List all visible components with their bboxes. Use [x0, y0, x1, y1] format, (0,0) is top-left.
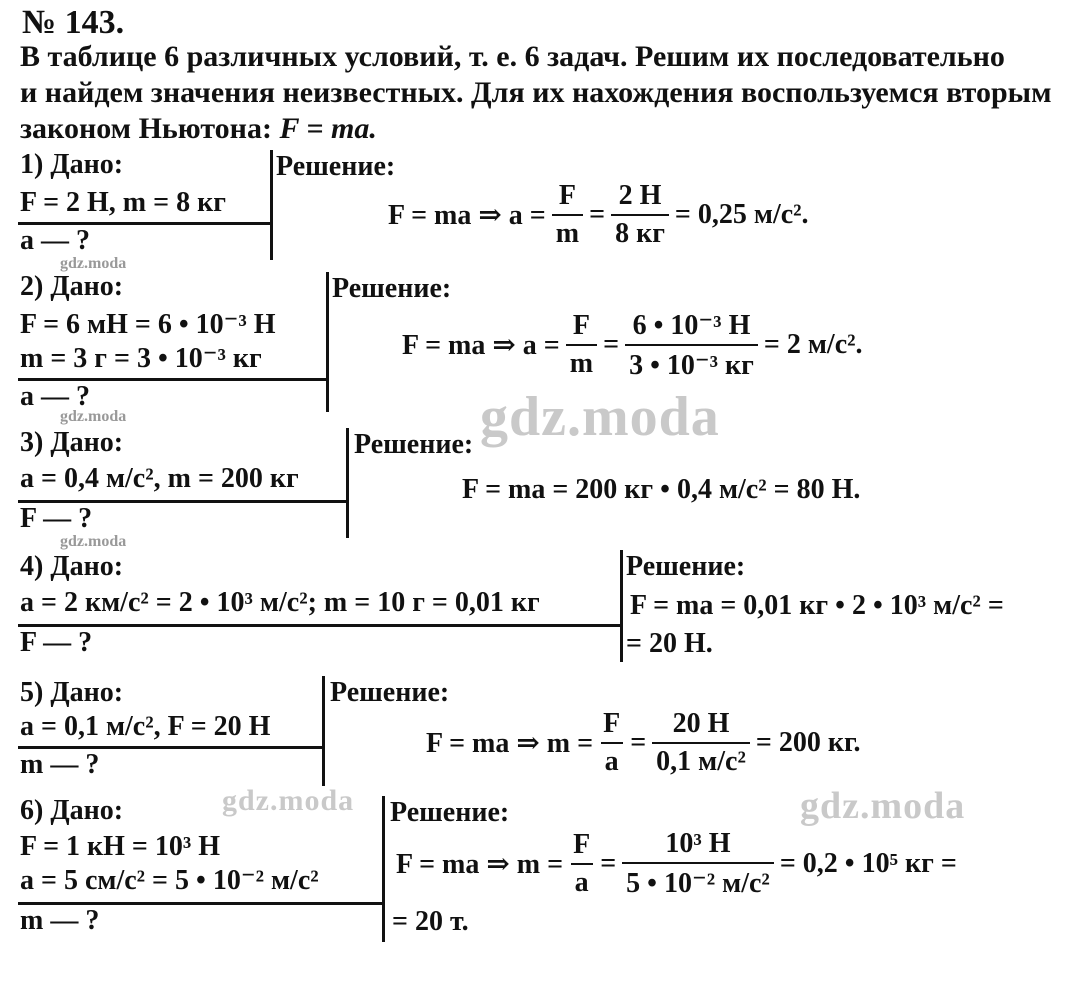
solution-formula-line-2: = 20 Н.	[626, 628, 713, 659]
watermark-medium: gdz.moda	[222, 784, 355, 817]
fraction-denominator: a	[571, 863, 593, 899]
newton-second-law-formula: F = ma.	[279, 112, 377, 145]
fraction-numeric	[625, 308, 758, 382]
intro-line-3	[20, 112, 377, 146]
given-solution-divider	[620, 550, 623, 662]
given-label: 2) Дано:	[20, 271, 124, 302]
given-line: a = 0,1 м/с², F = 20 Н	[20, 711, 271, 742]
intro-line-3-prefix: законом Ньютона:	[20, 112, 272, 145]
fraction-numerator: 2 Н	[618, 180, 662, 211]
given-line: a = 0,4 м/с², m = 200 кг	[20, 463, 299, 494]
watermark-small: gdz.moda	[60, 255, 127, 272]
solution-formula	[402, 308, 863, 382]
given-line: a = 2 км/с² = 2 • 10³ м/с²; m = 10 г = 0,01 кг	[20, 587, 540, 618]
fraction-symbolic	[599, 708, 624, 778]
fraction-numeric	[652, 708, 750, 778]
find-line: a — ?	[20, 381, 90, 412]
fraction-denominator: m	[566, 344, 597, 380]
find-line: a — ?	[20, 225, 90, 256]
given-divider	[18, 624, 620, 627]
solution-formula-line-1: F = ma = 0,01 кг • 2 • 10³ м/с² =	[630, 590, 1004, 621]
fraction-numerator: F	[603, 708, 621, 739]
watermark-small: gdz.moda	[60, 408, 127, 425]
given-solution-divider	[326, 272, 329, 412]
given-label: 6) Дано:	[20, 795, 124, 826]
fraction-numeric	[622, 828, 774, 900]
fraction-symbolic	[569, 829, 594, 899]
solution-label: Решение:	[332, 273, 452, 304]
fraction-denominator: 8 кг	[611, 214, 669, 250]
solution-formula	[396, 828, 957, 900]
equals-sign: =	[630, 727, 647, 758]
equals-sign: =	[603, 329, 620, 360]
watermark-medium: gdz.moda	[800, 785, 966, 827]
formula-result: = 200 кг.	[755, 727, 861, 758]
fraction-symbolic	[552, 180, 583, 250]
equals-sign: =	[600, 848, 617, 879]
given-label: 4) Дано:	[20, 551, 124, 582]
given-solution-divider	[382, 796, 385, 942]
solution-label: Решение:	[390, 797, 510, 828]
intro-line-1: В таблице 6 различных условий, т. е. 6 задач. Решим их последовательно	[20, 40, 1005, 73]
formula-lhs: F = ma ⇒ a =	[388, 200, 546, 231]
fraction-symbolic	[566, 310, 597, 380]
solution-label: Решение:	[626, 551, 746, 582]
given-line: F = 2 Н, m = 8 кг	[20, 187, 226, 218]
equals-sign: =	[589, 199, 606, 230]
given-line: F = 1 кН = 10³ Н	[20, 831, 221, 862]
fraction-numerator: F	[572, 310, 590, 341]
given-label: 5) Дано:	[20, 677, 124, 708]
find-line: m — ?	[20, 905, 100, 936]
formula-lhs: F = ma ⇒ m =	[426, 728, 594, 759]
given-solution-divider	[322, 676, 325, 786]
watermark-large: gdz.moda	[480, 386, 720, 448]
fraction-denominator: 3 • 10⁻³ кг	[625, 344, 758, 382]
solution-formula	[426, 708, 861, 778]
fraction-denominator: m	[552, 214, 583, 250]
fraction-numerator: F	[573, 829, 591, 860]
fraction-denominator: 5 • 10⁻² м/с²	[622, 862, 774, 900]
find-line: F — ?	[20, 503, 93, 534]
given-line: a = 5 см/с² = 5 • 10⁻² м/с²	[20, 865, 319, 896]
intro-line-2: и найдем значения неизвестных. Для их нахождения воспользуемся вторым	[20, 76, 1052, 109]
given-line: m = 3 г = 3 • 10⁻³ кг	[20, 343, 262, 374]
solution-label: Решение:	[330, 677, 450, 708]
problem-number: № 143.	[22, 4, 125, 41]
solution-label: Решение:	[276, 151, 396, 182]
find-line: F — ?	[20, 627, 93, 658]
find-line: m — ?	[20, 749, 100, 780]
formula-lhs: F = ma ⇒ a =	[402, 330, 560, 361]
solution-formula: F = ma = 200 кг • 0,4 м/с² = 80 Н.	[462, 474, 861, 505]
watermark-small: gdz.moda	[60, 533, 127, 550]
fraction-denominator: a	[601, 742, 623, 778]
given-label: 3) Дано:	[20, 427, 124, 458]
solution-formula	[388, 180, 809, 250]
given-solution-divider	[346, 428, 349, 538]
fraction-numerator: 10³ Н	[665, 828, 731, 859]
given-line: F = 6 мН = 6 • 10⁻³ Н	[20, 309, 276, 340]
formula-result: = 2 м/с².	[763, 329, 863, 360]
fraction-denominator: 0,1 м/с²	[652, 742, 750, 778]
solution-label: Решение:	[354, 429, 474, 460]
fraction-numerator: 6 • 10⁻³ Н	[632, 310, 751, 341]
formula-lhs: F = ma ⇒ m =	[396, 849, 564, 880]
fraction-numerator: F	[558, 180, 576, 211]
fraction-numeric	[611, 180, 669, 250]
fraction-numerator: 20 Н	[672, 708, 730, 739]
solution-formula-line-2: = 20 т.	[392, 906, 469, 937]
given-solution-divider	[270, 150, 273, 260]
formula-result: = 0,25 м/с².	[674, 199, 809, 230]
given-label: 1) Дано:	[20, 149, 124, 180]
formula-result: = 0,2 • 10⁵ кг =	[779, 848, 957, 879]
